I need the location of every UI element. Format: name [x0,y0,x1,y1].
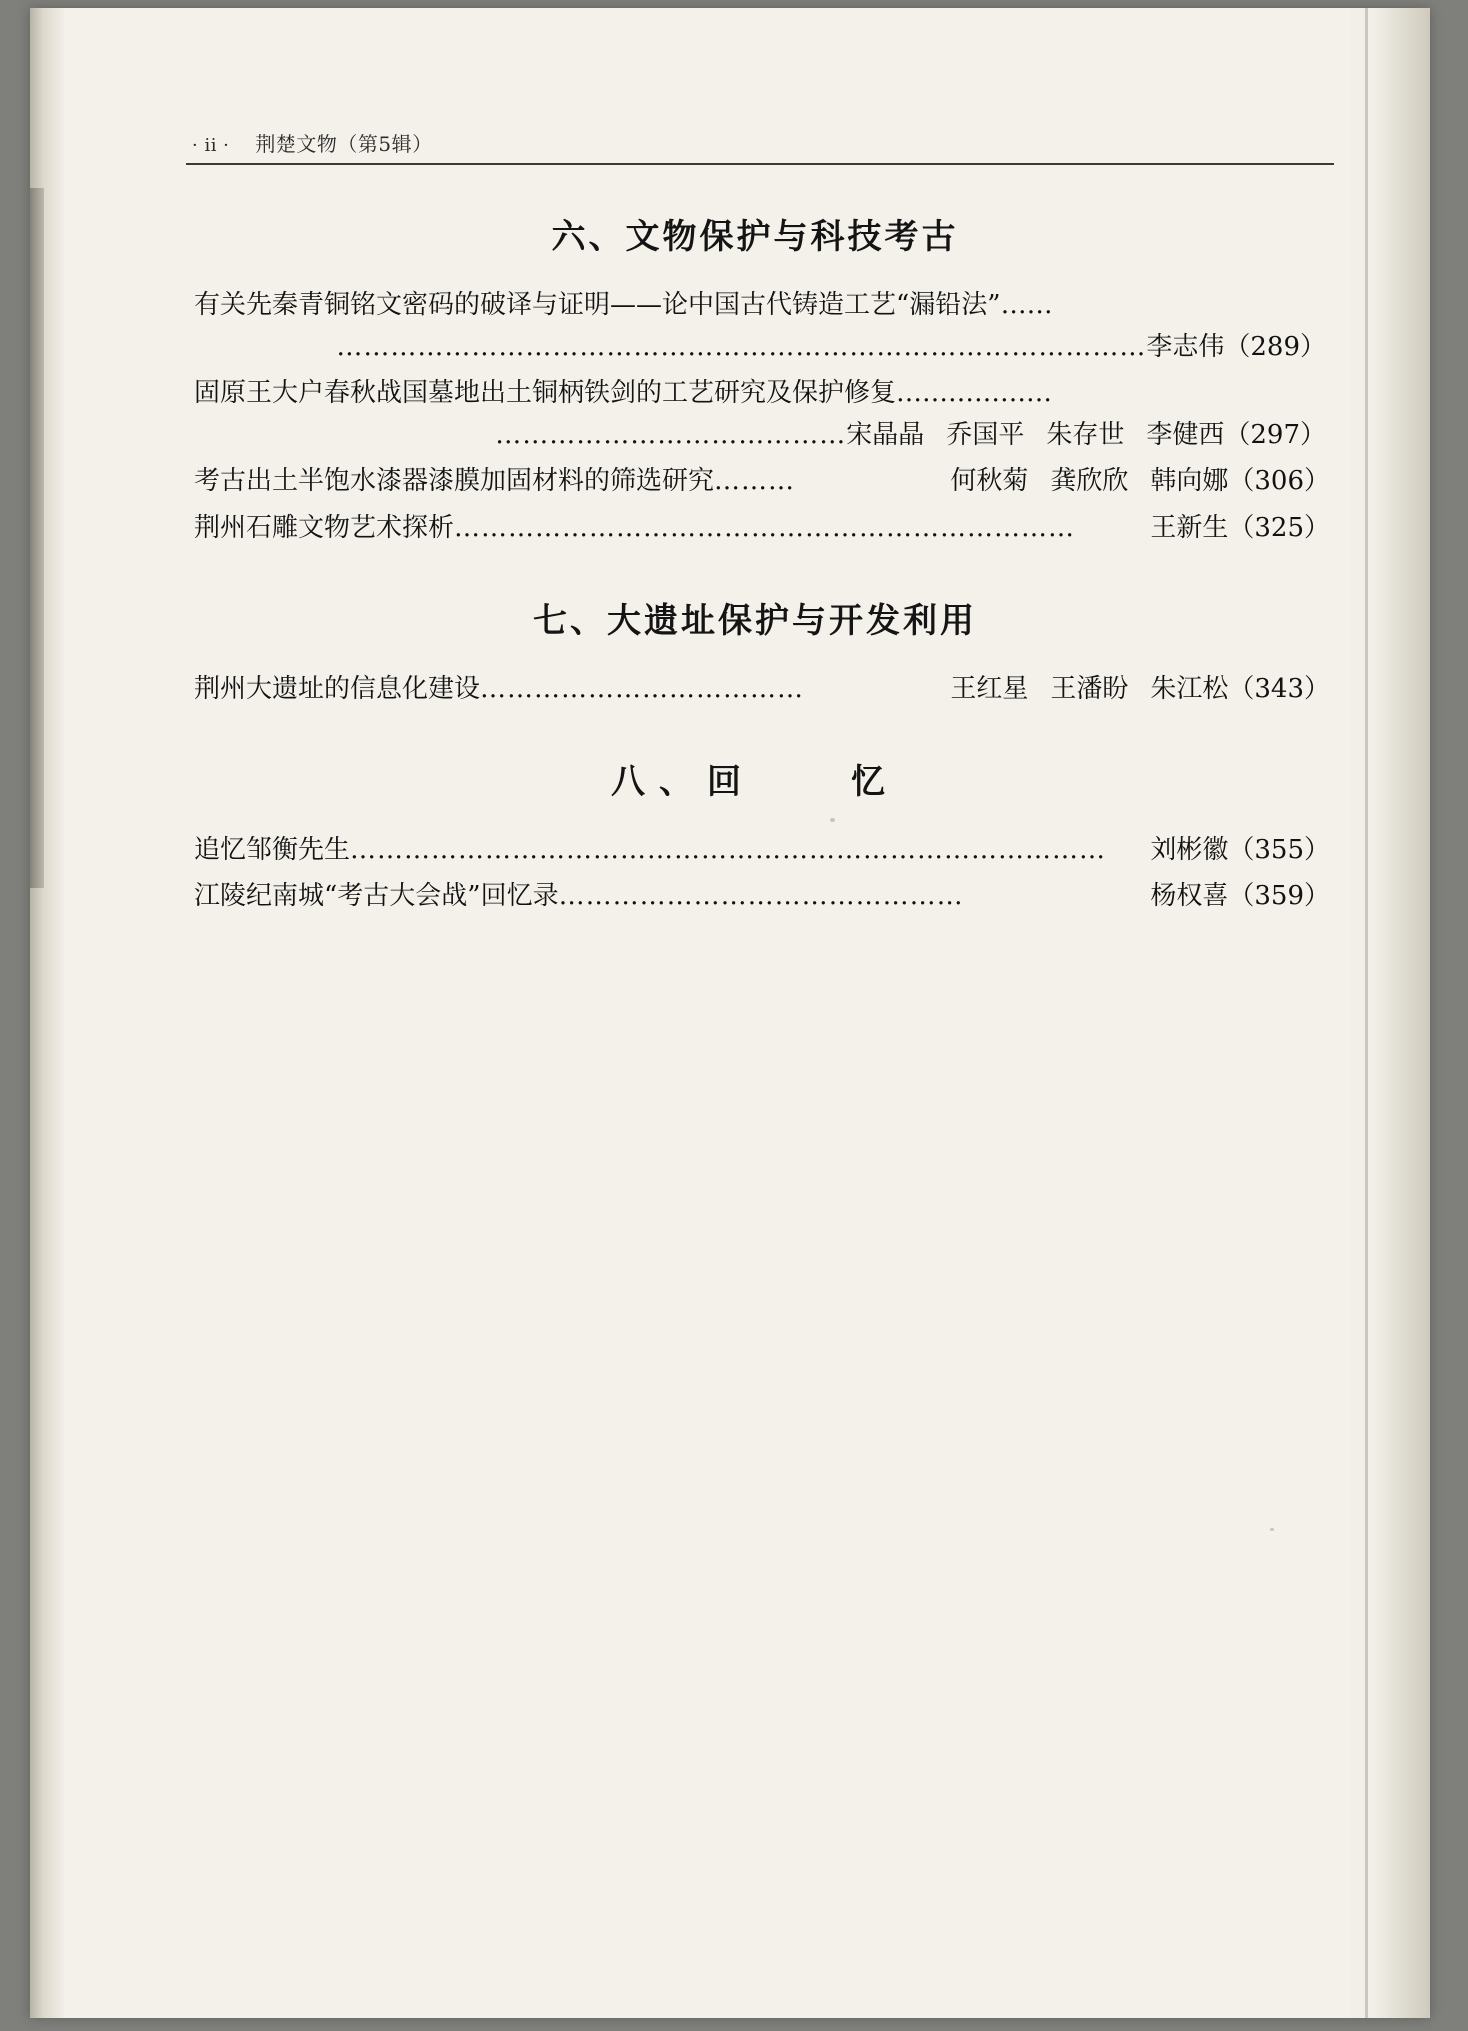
leader-dots: ………………………………………………………………………… [350,834,1107,865]
toc-entry-page: （297） [1224,420,1326,451]
toc-entry-page: （325） [1228,512,1330,543]
leader-dots: ……………………………………………………………………………… [336,332,1147,363]
toc-entry-author: 朱存世 [1046,420,1125,451]
toc-entry-page: （306） [1228,466,1330,497]
toc-entry-title: 荆州大遗址的信息化建设 [194,673,481,704]
toc-entry-page: （355） [1228,834,1330,865]
page-fold-line [1365,8,1368,2018]
toc-entry-tail [1146,507,1330,549]
toc-entry-tail [946,668,1330,710]
toc-entry-tail [946,460,1330,502]
toc-entry-author: 王新生 [1150,512,1229,543]
toc-entry[interactable] [180,284,1330,368]
section-heading-6: 六、文物保护与科技考古 [551,217,959,257]
page-content [180,128,1330,921]
page-right-edge [1350,8,1430,2018]
section-heading-7: 七、大遗址保护与开发利用 [533,600,977,641]
running-head [180,128,1330,157]
header-rule [186,163,1334,165]
section-heading-8: 八、回 忆 [611,761,899,802]
toc-entry-tail [1146,829,1330,871]
scan-speck [1270,1528,1274,1531]
leader-dots: ……… [714,466,796,497]
document-page [30,8,1430,2018]
toc-entry[interactable] [180,875,1330,917]
binding-shadow [30,188,44,888]
toc-entry-tail [194,326,1330,368]
toc-entry-author: 朱江松 [1150,673,1229,704]
toc-entry-tail [1146,875,1330,917]
toc-section-8 [180,829,1330,917]
toc-entry[interactable] [180,372,1330,456]
toc-entry-page: （343） [1228,673,1330,704]
toc-entry-tail [194,414,1330,456]
toc-entry-page: （359） [1228,880,1330,911]
toc-entry[interactable] [180,507,1330,549]
toc-section-6 [180,284,1330,549]
toc-entry[interactable] [180,829,1330,871]
folio-number: · ii · [192,135,230,156]
toc-entry-author: 乔国平 [946,420,1025,451]
toc-section-7 [180,668,1330,710]
toc-entry-author: 宋晶晶 [846,420,925,451]
book-title: 荆楚文物（第5辑） [255,132,433,156]
toc-entry-title: 有关先秦青铜铭文密码的破译与证明——论中国古代铸造工艺“漏铅法”…… [194,290,1053,320]
toc-entry-author: 李志伟 [1146,332,1225,363]
leader-dots: ………………………………… [495,420,847,451]
toc-entry-title: 考古出土半饱水漆器漆膜加固材料的筛选研究 [194,466,715,497]
toc-entry-page: （289） [1224,332,1326,363]
toc-entry-author: 刘彬徽 [1150,834,1229,865]
toc-entry-author: 王潘盼 [1050,673,1129,704]
toc-entry[interactable] [180,460,1330,502]
toc-entry-author: 龚欣欣 [1050,466,1129,497]
toc-entry-author: 王红星 [950,673,1029,704]
toc-entry-author: 韩向娜 [1150,466,1229,497]
leader-dots: ……………………………………… [558,880,964,911]
toc-entry-author: 杨权喜 [1150,880,1229,911]
scan-speck [830,818,835,822]
toc-entry-title: 固原王大户春秋战国墓地出土铜柄铁剑的工艺研究及保护修复……………… [194,378,1053,409]
leader-dots: ……………………………… [480,673,805,704]
toc-entry-author: 何秋菊 [950,466,1029,497]
toc-entry-author: 李健西 [1146,420,1225,451]
toc-entry[interactable] [180,668,1330,710]
toc-entry-title: 荆州石雕文物艺术探析 [194,512,455,543]
leader-dots: …………………………………………………………… [454,512,1076,543]
toc-entry-title: 追忆邹衡先生 [194,834,351,865]
toc-entry-title: 江陵纪南城“考古大会战”回忆录 [194,880,559,911]
